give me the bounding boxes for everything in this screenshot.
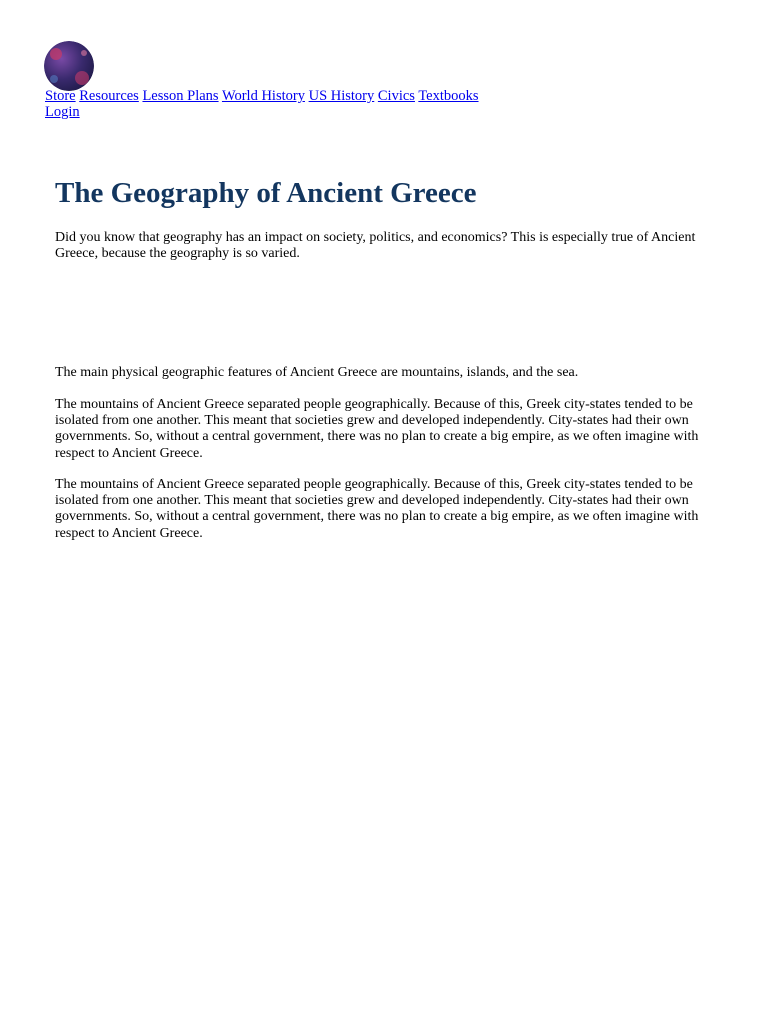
features-text: The main physical geographic features of Ancient Greece are mountains, islands, and the sea. bbox=[55, 365, 579, 380]
nav-link-textbooks[interactable]: Textbooks bbox=[418, 88, 479, 104]
nav-link-us-history[interactable]: US History bbox=[308, 88, 375, 104]
nav-link-civics[interactable]: Civics bbox=[377, 88, 415, 104]
nav-link-lesson-plans[interactable]: Lesson Plans bbox=[142, 88, 219, 104]
nav-link-store[interactable]: Store bbox=[45, 88, 76, 104]
nav-link-resources[interactable]: Resources bbox=[79, 88, 139, 104]
page-title: The Geography of Ancient Greece bbox=[55, 177, 477, 209]
nav-row-login bbox=[45, 104, 605, 120]
site-logo[interactable] bbox=[44, 41, 94, 91]
nav-link-world-history[interactable]: World History bbox=[221, 88, 305, 104]
nav-row bbox=[45, 88, 605, 104]
main-navigation bbox=[45, 88, 605, 120]
mountains-text-1: The mountains of Ancient Greece separated people geographically. Because of this, Greek city-states tended to be isolated from one another. This meant that societies grew and developed independently. City-states had their own governments. So, without a central government, there was no plan to create a big empire, as we often imagine with respect to Ancient Greece. bbox=[55, 397, 699, 461]
intro-text: Did you know that geography has an impact on society, politics, and economics? This is especially true of Ancient Greece, because the geography is so varied. bbox=[55, 230, 696, 262]
mountains-paragraph-2 bbox=[55, 477, 717, 542]
login-link[interactable]: Login bbox=[45, 104, 80, 120]
features-paragraph bbox=[55, 365, 717, 381]
intro-paragraph bbox=[55, 230, 717, 262]
mountains-text-2: The mountains of Ancient Greece separated people geographically. Because of this, Greek city-states tended to be isolated from one another. This meant that societies grew and developed independently. City-states had their own governments. So, without a central government, there was no plan to create a big empire, as we often imagine with respect to Ancient Greece. bbox=[55, 477, 699, 541]
mountains-paragraph-1 bbox=[55, 397, 717, 462]
students-of-history-logo-icon bbox=[44, 41, 94, 91]
